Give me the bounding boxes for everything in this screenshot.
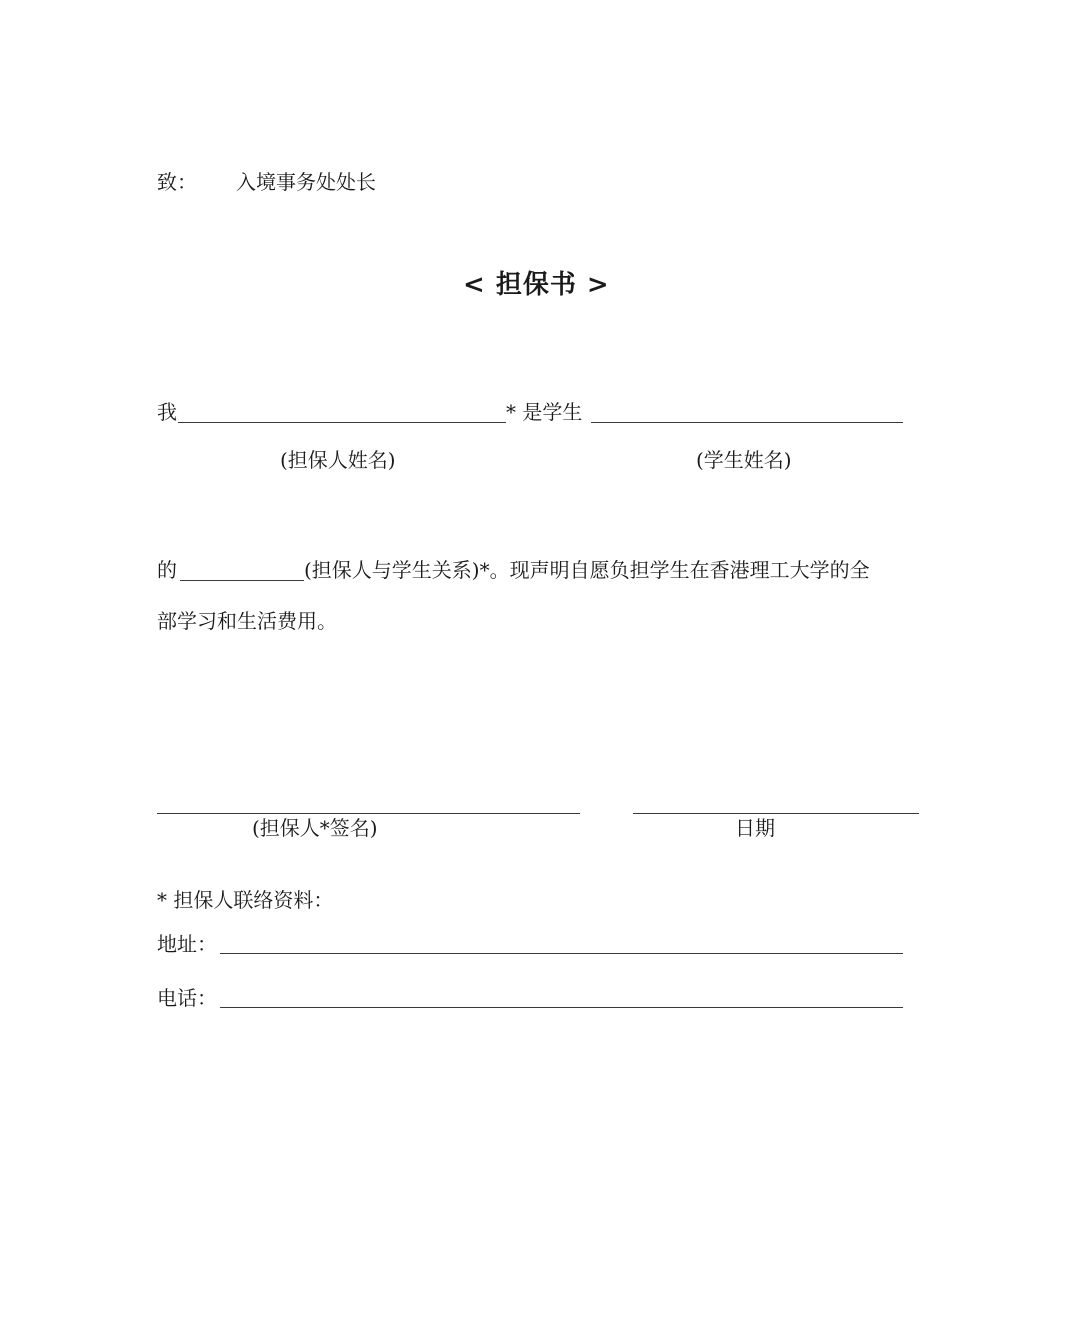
contact-heading: * 担保人联络资料： (157, 888, 334, 912)
date-blank[interactable] (633, 813, 919, 814)
relationship-blank[interactable] (180, 580, 304, 581)
phone-blank[interactable] (220, 1007, 903, 1008)
address-label: 地址： (157, 932, 217, 956)
statement-declaration: (担保人与学生关系)*。现声明自愿负担学生在香港理工大学的全 (304, 558, 870, 582)
statement-lead-de: 的 (157, 558, 177, 582)
sponsor-name-caption: (担保人姓名) (280, 448, 396, 472)
document-title: < 担保书 > (463, 270, 610, 300)
statement-is-student: * 是学生 (506, 400, 583, 424)
sponsor-signature-caption: (担保人*签名) (252, 816, 378, 840)
statement-continuation: 部学习和生活费用。 (157, 609, 337, 633)
sponsor-signature-blank[interactable] (157, 813, 580, 814)
recipient-prefix: 致： (157, 170, 197, 194)
date-caption: 日期 (735, 816, 775, 840)
student-name-caption: (学生姓名) (696, 448, 792, 472)
student-name-blank[interactable] (591, 422, 903, 423)
phone-label: 电话： (157, 986, 217, 1010)
recipient-addressee: 入境事务处处长 (236, 170, 376, 194)
statement-lead-wo: 我 (157, 400, 177, 424)
sponsor-name-blank[interactable] (178, 422, 506, 423)
address-blank[interactable] (220, 953, 903, 954)
